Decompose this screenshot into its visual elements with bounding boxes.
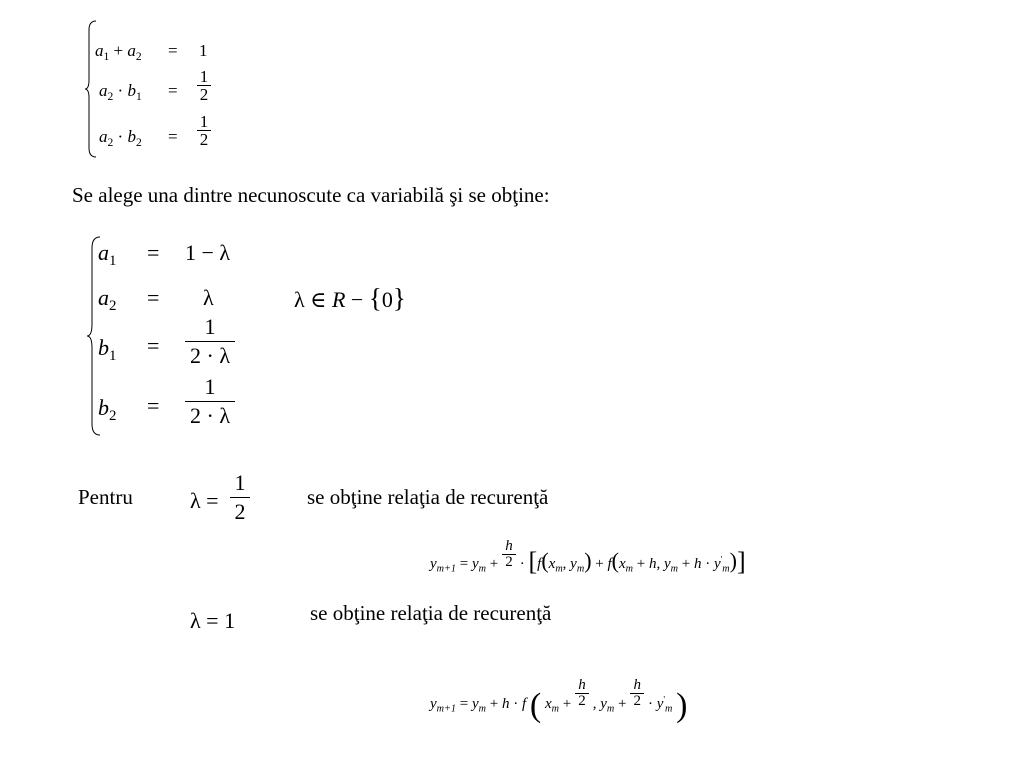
case2-lambda: λ = 1 xyxy=(190,608,236,633)
case1-lambda-fraction xyxy=(230,472,250,523)
intro-text: Se alege una dintre necunoscute ca variabilă şi se obţine: xyxy=(72,183,550,207)
system2-row-4-fraction xyxy=(185,376,235,427)
system2-row-3-fraction xyxy=(185,316,235,367)
system1-row-1-lhs: $a_1 + a_2$ xyxy=(95,41,142,64)
fraction-numerator: 1 xyxy=(199,112,209,131)
system2-row-4-eq: = xyxy=(147,393,160,418)
case1-label: Pentru xyxy=(78,485,133,509)
fraction-denominator: 2 · λ xyxy=(190,403,230,428)
fraction-numerator: 1 xyxy=(204,374,216,399)
system1-row-3-eq: = xyxy=(168,127,178,146)
recurrence-formula-2: $y_{m+1} = y_m + h \cdot f$ ( $x_m$ + $\frac{h}{2}$ , $y_m$ + $\frac{h}{2}$ · $y'_m$ ) xyxy=(430,677,688,724)
system2-row-4-lhs: $b_2$ xyxy=(98,395,117,425)
fraction-denominator: 2 xyxy=(199,130,209,149)
fraction-numerator: 1 xyxy=(199,67,209,86)
fraction-numerator: 1 xyxy=(234,470,246,495)
system2-domain: λ ∈ R − {0} xyxy=(294,283,406,313)
system2-row-3-lhs: $b_1$ xyxy=(98,335,117,365)
system2-row-2-lhs: $a_2$ xyxy=(98,285,117,315)
fraction-bar xyxy=(185,401,235,402)
system2-row-1-lhs: $a_1$ xyxy=(98,240,117,270)
system1-row-2-lhs: $a_2 \cdot b_1$ xyxy=(99,81,142,104)
fraction-denominator: 2 · λ xyxy=(190,343,230,368)
fraction-bar xyxy=(185,341,235,342)
system2-row-1-eq: = xyxy=(147,240,160,265)
system2-row-1-rhs: 1 − λ xyxy=(185,240,231,265)
fraction-denominator: 2 xyxy=(234,499,246,524)
system2-row-3-eq: = xyxy=(147,333,160,358)
fraction-numerator: 1 xyxy=(204,314,216,339)
fraction-bar xyxy=(230,497,250,498)
case1-lambda-lhs: λ = xyxy=(190,488,219,513)
system1-row-1-rhs: 1 xyxy=(199,41,208,60)
system1-row-2-fraction xyxy=(197,68,211,103)
case1-text: se obţine relaţia de recurenţă xyxy=(307,485,549,509)
system2-row-2-rhs: λ xyxy=(203,285,214,310)
fraction-denominator: 2 xyxy=(199,85,209,104)
recurrence-formula-1: $y_{m+1} = y_m$ + $\frac{h}{2}$ · [$f(x_m$, $y_m) + f(x_m + h$, $y_m + h \cdot y'_m$)] xyxy=(430,538,746,576)
system2-row-2-eq: = xyxy=(147,285,160,310)
system1-row-2-eq: = xyxy=(168,81,178,100)
system1-row-3-lhs: $a_2 \cdot b_2$ xyxy=(99,127,142,150)
system1-row-1-eq: = xyxy=(168,41,178,60)
system1-row-3-fraction xyxy=(197,113,211,148)
case2-text: se obţine relaţia de recurenţă xyxy=(310,601,552,625)
